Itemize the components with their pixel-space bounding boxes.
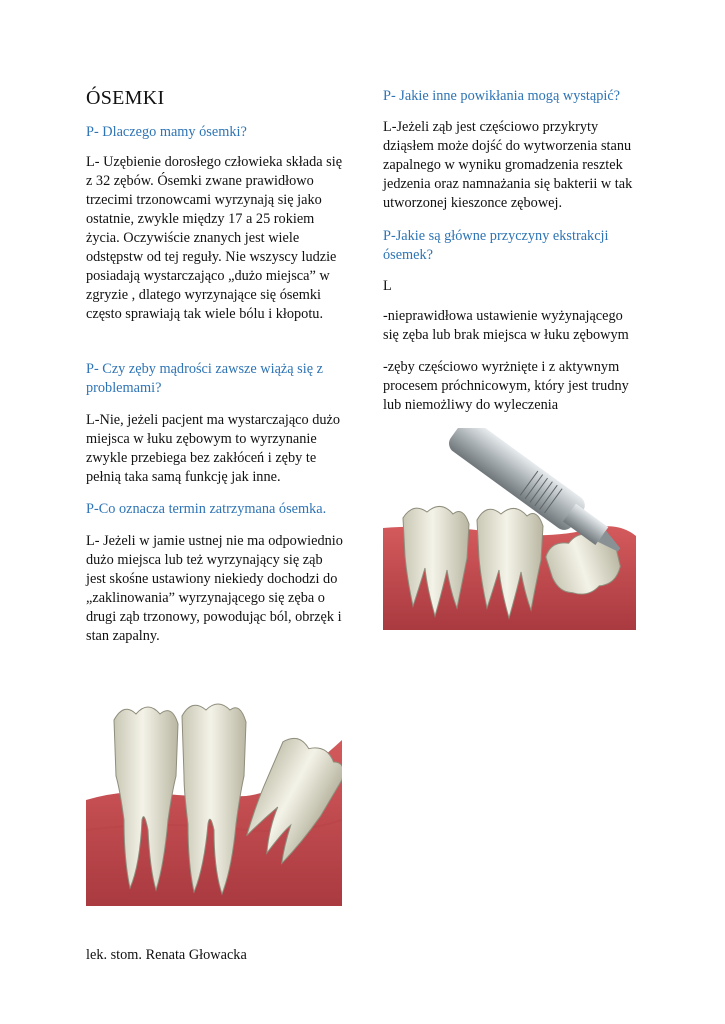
impacted-tooth-illustration [86, 680, 342, 906]
question-why-wisdom-teeth: P- Dlaczego mamy ósemki? [86, 124, 247, 140]
question-impacted-tooth: P-Co oznacza termin zatrzymana ósemka. [86, 501, 327, 517]
answer-impacted-tooth: L- Jeżeli w jamie ustnej nie ma odpowiednio dużo miejsca lub też wyrzynający się ząb jest skośne ustawiony niekiedy dochodzi do „zaklinowania” wyrzynającego się zęba o drugi ząb trzonowy, powodując ból, obrzęk i stan zapalny. [86, 533, 343, 644]
answer-extraction-reason-2: -zęby częściowo wyrżnięte i z aktywnym procesem próchnicowym, który jest trudny lub niemożliwy do wyleczenia [383, 359, 629, 413]
answer-other-complications: L-Jeżeli ząb jest częściowo przykryty dziąsłem może dojść do wytworzenia stanu zapalnego w wyniku gromadzenia resztek jedzenia oraz namnażania się bakterii w tak utworzonej kieszonce zębowej. [383, 119, 633, 211]
answer-extraction-prefix: L [383, 278, 392, 294]
answer-always-problems: L-Nie, jeżeli pacjent ma wystarczająco dużo miejsca w łuku zębowym to wyrzynanie zwykle przebiega bez zakłóceń i zęby te pełnią taka samą funkcję jak inne. [86, 412, 341, 485]
page-title: ÓSEMKI [86, 87, 165, 109]
author-signature: lek. stom. Renata Głowacka [86, 947, 247, 963]
answer-extraction-reason-1: -nieprawidłowa ustawienie wyżynającego się zęba lub brak miejsca w łuku zębowym [383, 308, 629, 343]
question-extraction-reasons: P-Jakie są główne przyczyny ekstrakcji ósemek? [383, 228, 609, 263]
extraction-illustration [383, 428, 636, 630]
answer-why-wisdom-teeth: L- Uzębienie dorosłego człowieka składa się z 32 zębów. Ósemki zwane prawidłowo trzecimi trzonowcami wyrzynają się jako ostatnie, zwykle między 17 a 25 rokiem życia. Oczywiście znanych jest wiele odstępstw od tej reguły. Nie wszyscy ludzie posiadają wystarczająco „dużo miejsca” w zgryzie , dlatego wyrzynające się ósemki często sprawiają tak wiele bólu i kłopotu. [86, 154, 343, 322]
question-other-complications: P- Jakie inne powikłania mogą wystąpić? [383, 88, 621, 104]
question-always-problems: P- Czy zęby mądrości zawsze wiążą się z problemami? [86, 361, 323, 396]
